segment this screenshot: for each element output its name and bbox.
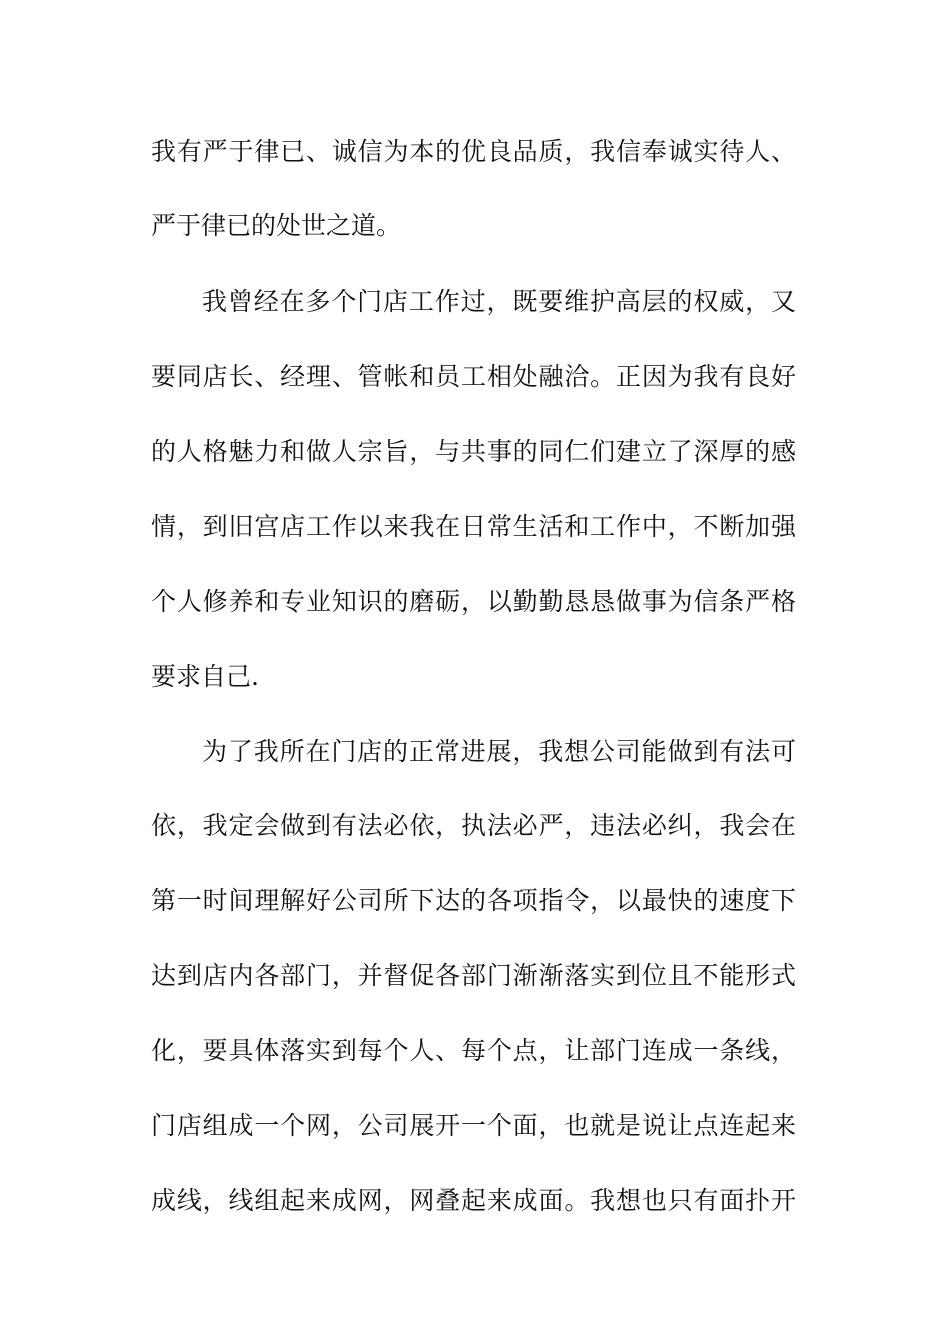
text-line: 依，我定会做到有法必依，执法必严，违法必纠，我会在 bbox=[151, 811, 796, 840]
paragraph-first-line: 我曾经在多个门店工作过，既要维护高层的权威，又 bbox=[202, 287, 796, 316]
text-line: 个人修养和专业知识的磨砺，以勤勤恳恳做事为信条严格 bbox=[151, 587, 796, 616]
text-line: 我有严于律已、诚信为本的优良品质，我信奉诚实待人、 bbox=[151, 137, 796, 166]
text-line: 的人格魅力和做人宗旨，与共事的同仁们建立了深厚的感 bbox=[151, 437, 796, 466]
text-line: 严于律已的处世之道。 bbox=[151, 211, 402, 240]
text-line: 达到店内各部门，并督促各部门渐渐落实到位且不能形式 bbox=[151, 961, 796, 990]
text-line: 要求自己. bbox=[151, 662, 259, 691]
text-line: 情，到旧宫店工作以来我在日常生活和工作中，不断加强 bbox=[151, 512, 796, 541]
paragraph-first-line: 为了我所在门店的正常进展，我想公司能做到有法可 bbox=[202, 737, 796, 766]
text-line: 第一时间理解好公司所下达的各项指令，以最快的速度下 bbox=[151, 886, 796, 915]
text-line: 成线，线组起来成网，网叠起来成面。我想也只有面扑开 bbox=[151, 1186, 796, 1215]
text-line: 门店组成一个网，公司展开一个面，也就是说让点连起来 bbox=[151, 1111, 796, 1140]
text-line: 化，要具体落实到每个人、每个点，让部门连成一条线， bbox=[151, 1036, 796, 1065]
text-line: 要同店长、经理、管帐和员工相处融洽。正因为我有良好 bbox=[151, 362, 796, 391]
